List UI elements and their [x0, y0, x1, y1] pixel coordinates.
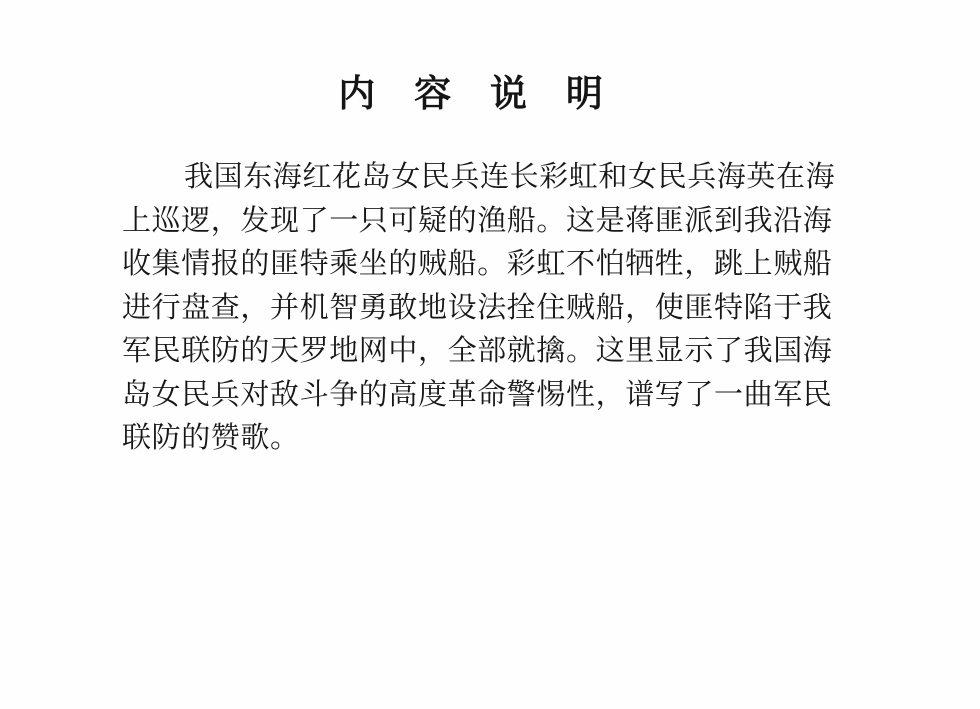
paragraph-line-3: 收集情报的匪特乘坐的贼船。彩虹不怕牺牲，跳上贼船	[122, 248, 833, 280]
content-paragraph	[122, 156, 834, 461]
paragraph-line-7: 联防的赞歌。	[122, 422, 300, 454]
page-title: 内容说明	[338, 73, 642, 114]
paragraph-line-1: 我国东海红花岛女民兵连长彩虹和女民兵海英在海	[184, 161, 836, 193]
paragraph-line-2: 上巡逻，发现了一只可疑的渔船。这是蒋匪派到我沿海	[122, 204, 833, 237]
paragraph-line-6: 岛女民兵对敌斗争的高度革命警惕性，谱写了一曲军民	[122, 378, 833, 411]
paragraph-line-4: 进行盘查，并机智勇敢地设法拴住贼船，使匪特陷于我	[122, 291, 833, 324]
paragraph-line-5: 军民联防的天罗地网中，全部就擒。这里显示了我国海	[122, 335, 833, 367]
